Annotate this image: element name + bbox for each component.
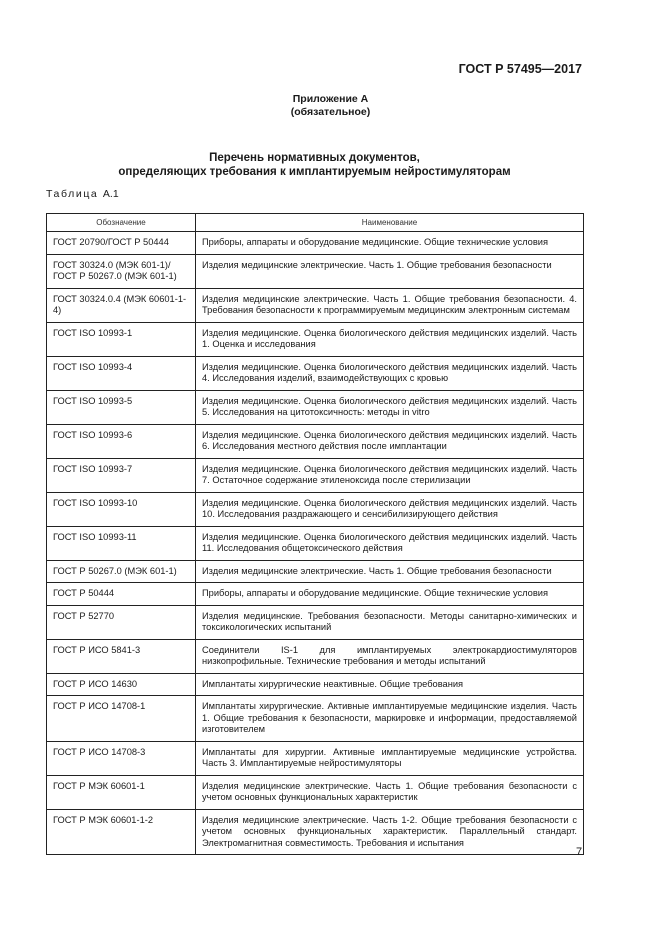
cell-designation: ГОСТ Р ИСО 14630 xyxy=(47,673,196,696)
cell-name: Имплантаты хирургические. Активные имплантируемые медицинские изделия. Часть 1. Общие требования к безопасности, маркировке и информации, предоставляемой изготовителем xyxy=(196,696,584,742)
table-label xyxy=(46,188,119,200)
table-row xyxy=(47,696,584,742)
cell-designation: ГОСТ Р МЭК 60601-1 xyxy=(47,775,196,809)
cell-designation: ГОСТ Р 50267.0 (МЭК 601-1) xyxy=(47,560,196,583)
table-row xyxy=(47,775,584,809)
table-label-word: Таблица xyxy=(46,188,99,200)
cell-name: Изделия медицинские. Оценка биологического действия медицинских изделий. Часть 11. Исследования общетоксического действия xyxy=(196,526,584,560)
table-row xyxy=(47,809,584,855)
cell-designation: ГОСТ Р ИСО 5841-3 xyxy=(47,639,196,673)
cell-designation: ГОСТ Р МЭК 60601-1-2 xyxy=(47,809,196,855)
section-title xyxy=(46,151,583,179)
cell-designation: ГОСТ Р ИСО 14708-3 xyxy=(47,741,196,775)
table-row xyxy=(47,526,584,560)
cell-name: Изделия медицинские. Оценка биологического действия медицинских изделий. Часть 1. Оценка и исследования xyxy=(196,322,584,356)
cell-name: Изделия медицинские электрические. Часть 1. Общие требования безопасности xyxy=(196,254,584,288)
appendix-heading xyxy=(0,93,661,119)
cell-designation: ГОСТ 30324.0 (МЭК 601-1)/ ГОСТ Р 50267.0 (МЭК 601-1) xyxy=(47,254,196,288)
cell-designation: ГОСТ Р ИСО 14708-1 xyxy=(47,696,196,742)
table-row xyxy=(47,288,584,322)
table-row xyxy=(47,356,584,390)
cell-designation: ГОСТ ISO 10993-7 xyxy=(47,458,196,492)
table-row xyxy=(47,639,584,673)
cell-designation: ГОСТ 30324.0.4 (МЭК 60601-1-4) xyxy=(47,288,196,322)
page-number: 7 xyxy=(576,846,583,858)
cell-designation: ГОСТ ISO 10993-10 xyxy=(47,492,196,526)
table-row xyxy=(47,673,584,696)
cell-designation: ГОСТ Р 50444 xyxy=(47,583,196,606)
normative-documents-table xyxy=(46,213,584,855)
cell-name: Изделия медицинские. Оценка биологического действия медицинских изделий. Часть 5. Исследования на цитотоксичность: методы in vitro xyxy=(196,390,584,424)
cell-name: Приборы, аппараты и оборудование медицинские. Общие технические условия xyxy=(196,583,584,606)
cell-name: Имплантаты для хирургии. Активные имплантируемые медицинские устройства. Часть 3. Имплантируемые нейростимуляторы xyxy=(196,741,584,775)
cell-name: Изделия медицинские электрические. Часть 1-2. Общие требования безопасности с учетом основных функциональных характеристик. Параллельный стандарт. Электромагнитная совместимость. Требования и испытания xyxy=(196,809,584,855)
table-row xyxy=(47,424,584,458)
cell-name: Изделия медицинские. Оценка биологического действия медицинских изделий. Часть 10. Исследования раздражающего и сенсибилизирующего действия xyxy=(196,492,584,526)
cell-name: Изделия медицинские электрические. Часть 1. Общие требования безопасности с учетом основных функциональных характеристик xyxy=(196,775,584,809)
table-row xyxy=(47,458,584,492)
table-label-number: А.1 xyxy=(102,188,119,200)
cell-name: Изделия медицинские электрические. Часть 1. Общие требования безопасности xyxy=(196,560,584,583)
table-header-row xyxy=(47,214,584,232)
cell-designation: ГОСТ ISO 10993-4 xyxy=(47,356,196,390)
document-code: ГОСТ Р 57495—2017 xyxy=(458,62,582,76)
table-row xyxy=(47,492,584,526)
cell-name: Приборы, аппараты и оборудование медицинские. Общие технические условия xyxy=(196,232,584,255)
cell-designation: ГОСТ 20790/ГОСТ Р 50444 xyxy=(47,232,196,255)
cell-designation: ГОСТ ISO 10993-6 xyxy=(47,424,196,458)
cell-designation: ГОСТ ISO 10993-1 xyxy=(47,322,196,356)
table-row xyxy=(47,741,584,775)
table-row xyxy=(47,390,584,424)
table-row xyxy=(47,560,584,583)
table-row xyxy=(47,583,584,606)
appendix-status: (обязательное) xyxy=(290,106,371,118)
table-row xyxy=(47,322,584,356)
table-row xyxy=(47,232,584,255)
column-header-name: Наименование xyxy=(196,214,584,232)
cell-name: Имплантаты хирургические неактивные. Общие требования xyxy=(196,673,584,696)
column-header-designation: Обозначение xyxy=(47,214,196,232)
section-title-line-1: Перечень нормативных документов, xyxy=(209,152,420,164)
cell-designation: ГОСТ ISO 10993-5 xyxy=(47,390,196,424)
section-title-line-2: определяющих требования к имплантируемым нейростимуляторам xyxy=(118,166,511,178)
cell-name: Соединители IS-1 для имплантируемых электрокардиостимуляторов низкопрофильные. Технические требования и методы испытаний xyxy=(196,639,584,673)
cell-name: Изделия медицинские. Оценка биологического действия медицинских изделий. Часть 6. Исследования местного действия после имплантации xyxy=(196,424,584,458)
appendix-title: Приложение А xyxy=(292,93,369,105)
cell-designation: ГОСТ ISO 10993-11 xyxy=(47,526,196,560)
table-row xyxy=(47,605,584,639)
cell-name: Изделия медицинские. Оценка биологического действия медицинских изделий. Часть 4. Исследования изделий, взаимодействующих с кровью xyxy=(196,356,584,390)
cell-designation: ГОСТ Р 52770 xyxy=(47,605,196,639)
cell-name: Изделия медицинские. Оценка биологического действия медицинских изделий. Часть 7. Остаточное содержание этиленоксида после стерилизации xyxy=(196,458,584,492)
cell-name: Изделия медицинские электрические. Часть 1. Общие требования безопасности. 4. Требования безопасности к программируемым медицинским электронным системам xyxy=(196,288,584,322)
cell-name: Изделия медицинские. Требования безопасности. Методы санитарно-химических и токсикологических испытаний xyxy=(196,605,584,639)
table-row xyxy=(47,254,584,288)
